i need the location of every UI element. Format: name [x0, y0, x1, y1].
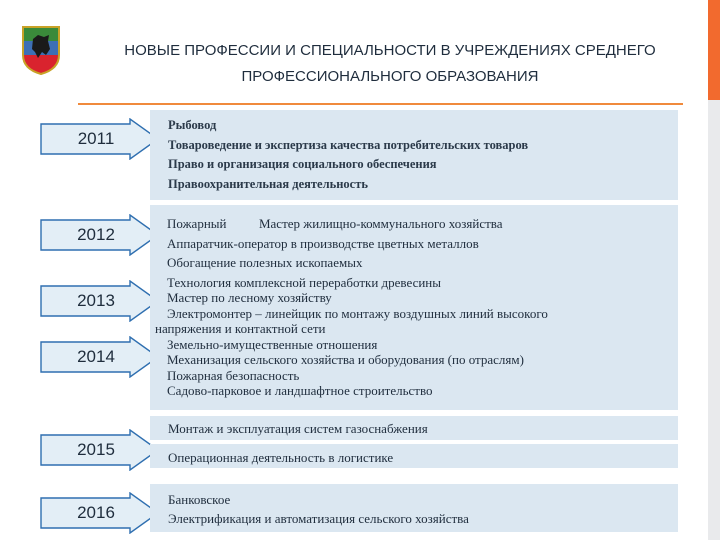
year-label: 2013: [77, 291, 115, 310]
title-line-2: ПРОФЕССИОНАЛЬНОГО ОБРАЗОВАНИЯ: [241, 68, 539, 85]
year-arrow-2013: [40, 280, 160, 322]
year-arrow-2015: [40, 429, 160, 471]
profession-item: Операционная деятельность в логистике: [168, 450, 394, 465]
profession-item: Мастер по лесному хозяйству: [167, 290, 332, 305]
title-divider: [78, 103, 683, 105]
year-arrow-2016: [40, 492, 160, 534]
profession-item: Садово-парковое и ландшафтное строительство: [167, 383, 433, 398]
professions-box-2012-2014: [150, 205, 678, 410]
profession-item: Товароведение и экспертиза качества потребительских товаров: [168, 137, 529, 152]
professions-box-2015a: [150, 416, 678, 440]
professions-box-2011: [150, 110, 678, 200]
profession-item: Механизация сельского хозяйства и оборудования (по отраслям): [167, 352, 524, 367]
profession-item: Обогащение полезных ископаемых: [167, 255, 363, 270]
year-label: 2015: [77, 440, 115, 459]
year-arrow-2011: [40, 118, 160, 160]
profession-item: Технология комплексной переработки древесины: [167, 274, 441, 290]
year-label: 2014: [77, 347, 115, 366]
profession-item: Рыбовод: [168, 118, 217, 132]
page-title: [70, 38, 710, 90]
professions-box-2016: [150, 484, 678, 532]
profession-item: напряжения и контактной сети: [155, 321, 326, 336]
title-line-1: НОВЫЕ ПРОФЕССИИ И СПЕЦИАЛЬНОСТИ В УЧРЕЖДЕНИЯХ СРЕДНЕГО: [124, 42, 656, 59]
profession-item: Пожарный Мастер жилищно-коммунального хозяйства: [167, 216, 503, 231]
profession-item: Аппаратчик-оператор в производстве цветных металлов: [167, 235, 479, 251]
profession-item: Пожарная безопасность: [167, 367, 300, 383]
profession-item: Электрификация и автоматизация сельского хозяйства: [168, 510, 469, 526]
profession-item: Земельно-имущественные отношения: [167, 336, 378, 352]
profession-item: Электромонтер – линейщик по монтажу воздушных линий высокого: [167, 305, 548, 321]
year-label: 2011: [77, 129, 115, 148]
year-arrow-2012: [40, 214, 160, 256]
professions-box-2015b: [150, 444, 678, 468]
karelia-coat-of-arms-icon: [20, 25, 62, 75]
year-label: 2012: [77, 225, 115, 244]
year-label: 2016: [77, 503, 115, 522]
profession-item: Правоохранительная деятельность: [168, 176, 368, 191]
year-arrow-2014: [40, 336, 160, 378]
profession-item: Монтаж и эксплуатация систем газоснабжения: [168, 421, 428, 436]
profession-item: Право и организация социального обеспечения: [168, 157, 437, 171]
profession-item: Банковское: [168, 492, 231, 507]
